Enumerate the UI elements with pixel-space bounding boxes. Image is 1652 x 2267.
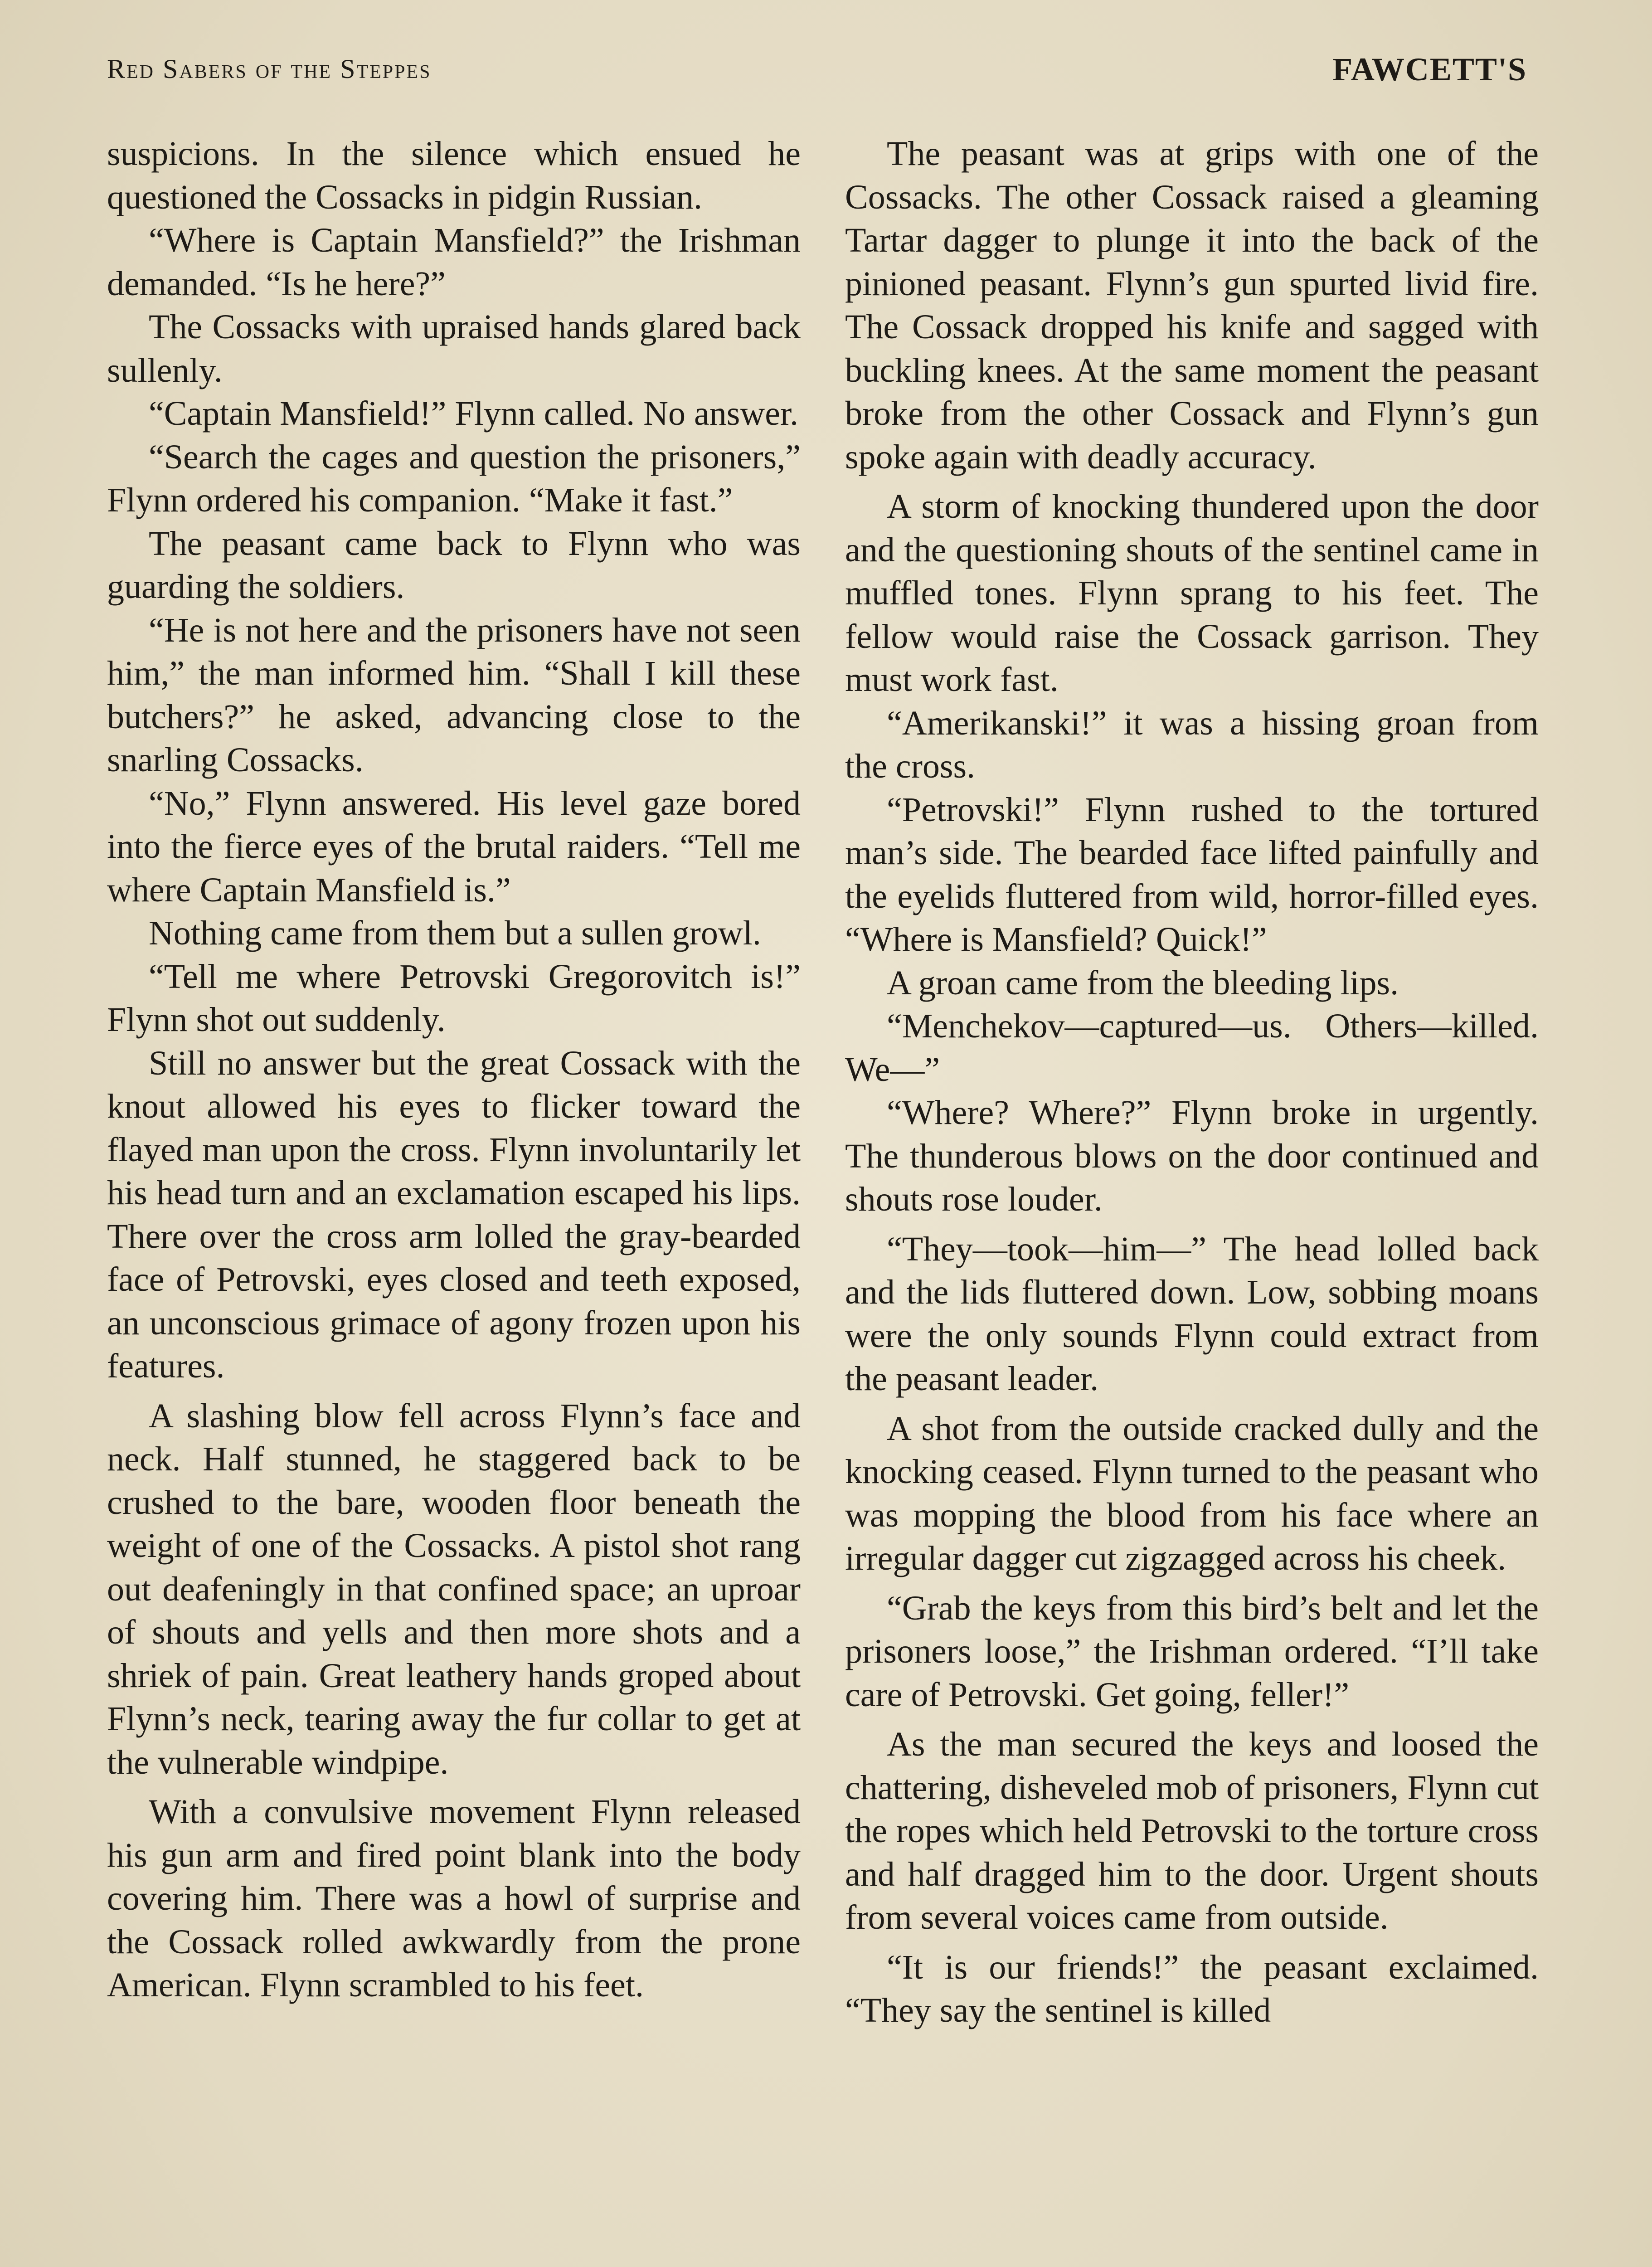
paragraph: A shot from the outside cracked dully and the knocking ceased. Flynn turned to the peasant who was mopping the blood from his face where an irregular dagger cut zigzagged across his cheek. [845,1409,1539,1577]
paragraph: With a convulsive movement Flynn released his gun arm and fired point blank into the body covering him. There was a howl of surprise and the Cossack rolled awkwardly from the prone American. Flynn scrambled to his feet. [107,1793,801,2004]
magazine-name-header: FAWCETT'S [1332,51,1527,88]
paragraph: “Captain Mansfield!” Flynn called. No answer. [149,394,799,433]
paragraph: suspicions. In the silence which ensued he questioned the Cossacks in pidgin Russian. [107,135,801,216]
paragraph: The peasant was at grips with one of the Cossacks. The other Cossack raised a gleaming Tartar dagger to plunge it into the back of the pinioned peasant. Flynn’s gun spurted livid fire. The Cossack dropped his knife and sagged with buckling knees. At the same moment the peasant broke from the other Cossack and Flynn’s gun spoke again with deadly accuracy. [845,135,1539,476]
right-text-column [845,132,1539,2033]
paragraph: A slashing blow fell across Flynn’s face and neck. Half stunned, he staggered back to be crushed to the bare, wooden floor beneath the weight of one of the Cossacks. A pistol shot rang out deafeningly in that confined space; an uproar of shouts and yells and then more shots and a shriek of pain. Great leathery hands groped about Flynn’s neck, tearing away the fur collar to get at the vulnerable windpipe. [107,1396,801,1781]
paragraph: “Where is Captain Mansfield?” the Irishman demanded. “Is he here?” [107,221,801,303]
paragraph: “Search the cages and question the prisoners,” Flynn ordered his companion. “Make it fast.” [107,438,801,519]
paragraph: “No,” Flynn answered. His level gaze bored into the fierce eyes of the brutal raiders. “Tell me where Captain Mansfield is.” [107,784,801,909]
paragraph: “Petrovski!” Flynn rushed to the tortured man’s side. The bearded face lifted painfully and the eyelids fluttered from wild, horror-filled eyes. “Where is Mansfield? Quick!” [845,790,1539,958]
paragraph: The Cossacks with upraised hands glared back sullenly. [107,308,801,389]
paragraph: Still no answer but the great Cossack with the knout allowed his eyes to flicker toward the flayed man upon the cross. Flynn involuntarily let his head turn and an exclamation escaped his lips. There over the cross arm lolled the gray-bearded face of Petrovski, eyes closed and teeth exposed, an unconscious grimace of agony frozen upon his features. [107,1044,801,1385]
paragraph: “They—took—him—” The head lolled back and the lids fluttered down. Low, sobbing moans were the only sounds Flynn could extract from the peasant leader. [845,1230,1539,1398]
paragraph: A groan came from the bleeding lips. [887,963,1399,1002]
paragraph: “Where? Where?” Flynn broke in urgently. The thunderous blows on the door continued and shouts rose louder. [845,1094,1539,1218]
story-title-header: Red Sabers of the Steppes [107,54,432,84]
left-text-column [107,132,801,2007]
paragraph: “Amerikanski!” it was a hissing groan from the cross. [845,704,1539,785]
paragraph: “He is not here and the prisoners have not seen him,” the man informed him. “Shall I kill these butchers?” he asked, advancing close to the snarling Cossacks. [107,611,801,779]
paragraph: “It is our friends!” the peasant exclaimed. “They say the sentinel is killed [845,1948,1539,2029]
paragraph: As the man secured the keys and loosed the chattering, disheveled mob of prisoners, Flynn cut the ropes which held Petrovski to the torture cross and half dragged him to the door. Urgent shouts from several voices came from outside. [845,1725,1539,1936]
paragraph: The peasant came back to Flynn who was guarding the soldiers. [107,524,801,606]
paragraph: “Tell me where Petrovski Gregorovitch is!” Flynn shot out suddenly. [107,957,801,1039]
paragraph: A storm of knocking thundered upon the door and the questioning shouts of the sentinel came in muffled tones. Flynn sprang to his feet. The fellow would raise the Cossack garrison. They must work fast. [845,487,1539,699]
running-head [107,51,1527,94]
paragraph: Nothing came from them but a sullen growl. [149,914,761,952]
paragraph: “Grab the keys from this bird’s belt and let the prisoners loose,” the Irishman ordered. “I’ll take care of Petrovski. Get going, feller!” [845,1589,1539,1714]
paragraph: “Menchekov—captured—us. Others—killed. We—” [845,1007,1539,1089]
